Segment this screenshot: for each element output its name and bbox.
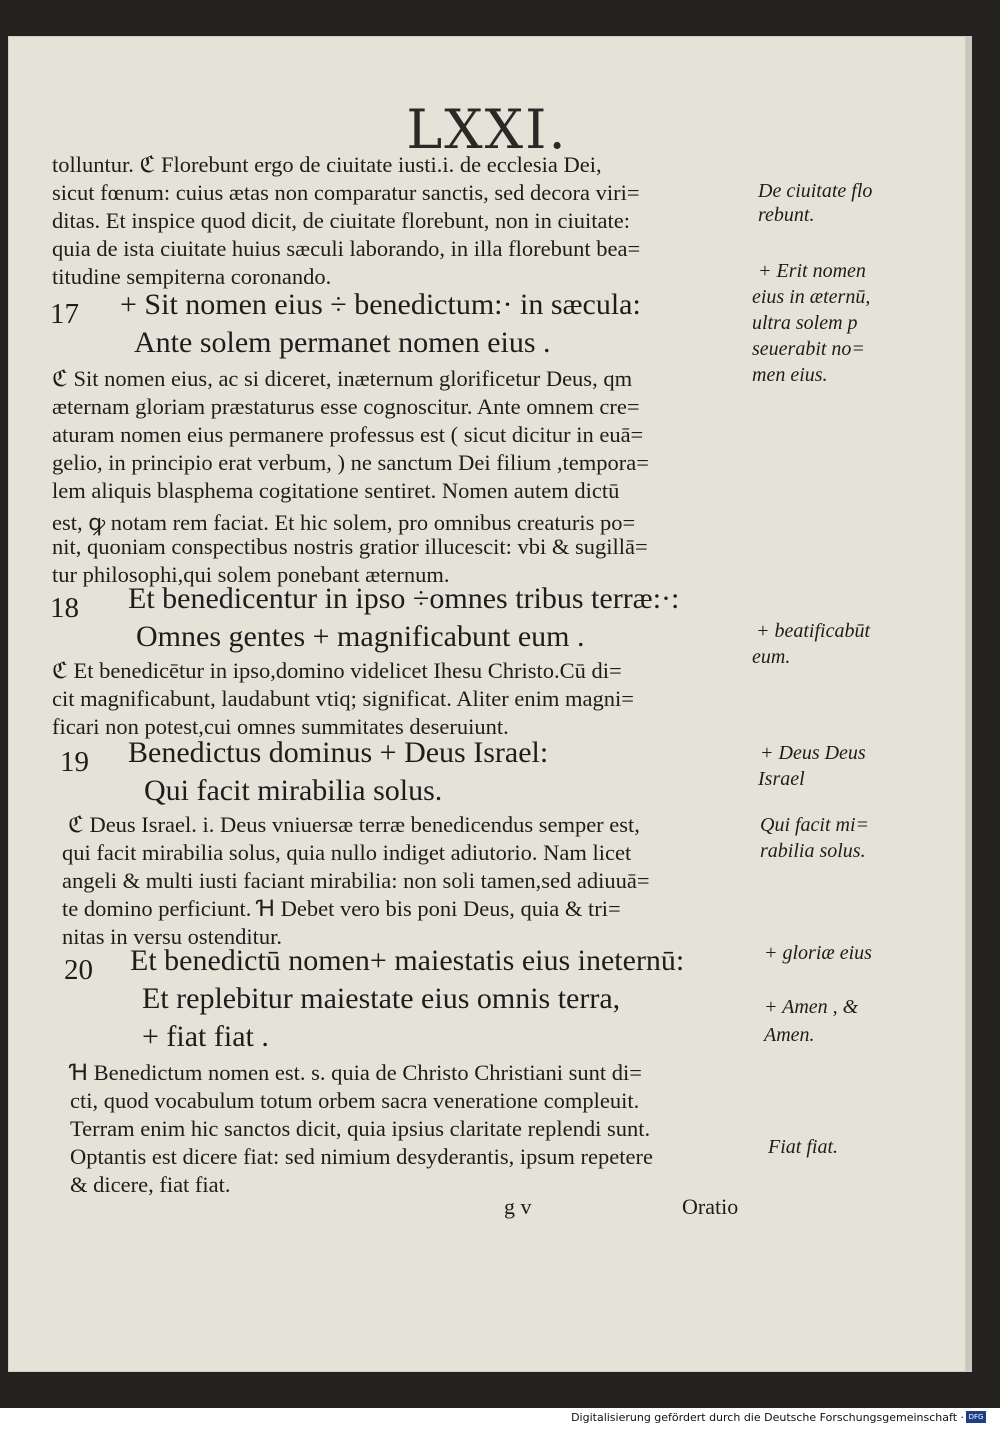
commentary-line: ℭ Deus Israel. i. Deus vniuersæ terræ benedicendus semper est, <box>68 812 640 837</box>
margin-note: rebunt. <box>758 204 815 226</box>
verse-number: 18 <box>50 592 79 624</box>
dfg-logo: DFG <box>966 1411 986 1423</box>
margin-note: + Erit nomen <box>758 260 866 282</box>
signature-mark: g v <box>504 1194 532 1219</box>
commentary-line: ficari non potest,cui omnes summitates deseruiunt. <box>52 714 509 739</box>
margin-note: eius in æternū, <box>752 286 871 308</box>
margin-note: + Deus Deus <box>760 742 866 764</box>
verse-line: Et benedicentur in ipso ÷omnes tribus terræ:·: <box>128 582 680 615</box>
catchword: Oratio <box>682 1194 739 1219</box>
margin-note: Amen. <box>764 1024 815 1046</box>
margin-note: Fiat fiat. <box>768 1136 838 1158</box>
funding-credit: Digitalisierung gefördert durch die Deutsche Forschungsgemeinschaft · <box>571 1411 964 1424</box>
margin-note: + gloriæ eius <box>764 942 872 964</box>
commentary-line: ℭ Sit nomen eius, ac si diceret, inæternum glorificetur Deus, qm <box>52 366 633 391</box>
commentary-line: æternam gloriam præstaturus esse cognoscitur. Ante omnem cre= <box>52 394 640 419</box>
verse-line: + fiat fiat . <box>142 1020 269 1053</box>
commentary-line: gelio, in principio erat verbum, ) ne sanctum Dei filium ,tempora= <box>52 450 649 475</box>
margin-note: men eius. <box>752 364 828 386</box>
page-edge <box>966 36 972 1372</box>
commentary-line: cit magnificabunt, laudabunt vtiq; significat. Aliter enim magni= <box>52 686 634 711</box>
verse-number: 20 <box>64 954 93 986</box>
verse-line: Ante solem permanet nomen eius . <box>134 326 551 359</box>
folio-number: LXXI. <box>406 98 568 161</box>
margin-note: eum. <box>752 646 791 668</box>
commentary-line: sicut fœnum: cuius ætas non comparatur sanctis, sed decora viri= <box>52 180 640 205</box>
commentary-line: titudine sempiterna coronando. <box>52 264 332 289</box>
commentary-line: ditas. Et inspice quod dicit, de ciuitate florebunt, non in ciuitate: <box>52 208 630 233</box>
margin-note: + Amen , & <box>764 996 859 1018</box>
verse-line: Et benedictū nomen+ maiestatis eius ineternū: <box>130 944 685 977</box>
margin-note: seuerabit no= <box>752 338 865 360</box>
commentary-line: nit, quoniam conspectibus nostris gratior illucescit: vbi & sugillā= <box>52 534 648 559</box>
verse-line: Omnes gentes + magnificabunt eum . <box>136 620 585 653</box>
commentary-line: Ɦ Benedictum nomen est. s. quia de Christo Christiani sunt di= <box>70 1060 642 1085</box>
verse-line: Qui facit mirabilia solus. <box>144 774 443 807</box>
margin-note: + beatificabūt <box>756 620 871 642</box>
commentary-line: lem aliquis blasphema cogitatione sentiret. Nomen autem dictū <box>52 478 620 503</box>
verse-line: + Sit nomen eius ÷ benedictum:· in sæcula: <box>120 288 641 321</box>
commentary-line: quia de ista ciuitate huius sæculi laborando, in illa florebunt bea= <box>52 236 641 261</box>
margin-note: rabilia solus. <box>760 840 866 862</box>
commentary-line: tolluntur. ℭ Florebunt ergo de ciuitate iusti.i. de ecclesia Dei, <box>52 152 602 177</box>
commentary-line: cti, quod vocabulum totum orbem sacra veneratione compleuit. <box>70 1088 640 1113</box>
commentary-line: nitas in versu ostenditur. <box>62 924 282 949</box>
margin-note: Qui facit mi= <box>760 814 870 836</box>
margin-note: ultra solem p <box>752 312 858 334</box>
commentary-line: te domino perficiunt. Ɦ Debet vero bis poni Deus, quia & tri= <box>62 896 621 921</box>
verse-line: Et replebitur maiestate eius omnis terra, <box>142 982 621 1015</box>
margin-note: De ciuitate flo <box>758 180 873 202</box>
commentary-line: ℭ Et benedicētur in ipso,domino videlicet Ihesu Christo.Cū di= <box>52 658 622 683</box>
verse-line: Benedictus dominus + Deus Israel: <box>128 736 549 769</box>
verse-number: 17 <box>50 298 79 330</box>
commentary-line: qui facit mirabilia solus, quia nullo indiget adiutorio. Nam licet <box>62 840 632 865</box>
commentary-line: angeli & multi iusti faciant mirabilia: non soli tamen,sed adiuuā= <box>62 868 650 893</box>
margin-note: Israel <box>758 768 805 790</box>
commentary-line: Optantis est dicere fiat: sed nimium desyderantis, ipsum repetere <box>70 1144 653 1169</box>
commentary-line: Terram enim hic sanctos dicit, quia ipsius claritate replendi sunt. <box>70 1116 651 1141</box>
commentary-line: aturam nomen eius permanere professus est ( sicut dicitur in euā= <box>52 422 644 447</box>
verse-number: 19 <box>60 746 89 778</box>
commentary-line: & dicere, fiat fiat. <box>70 1172 231 1197</box>
commentary-line: tur philosophi,qui solem ponebant æternum. <box>52 562 450 587</box>
book-page <box>8 36 966 1372</box>
commentary-line: est, ꝙ notam rem faciat. Et hic solem, pro omnibus creaturis po= <box>52 510 636 535</box>
